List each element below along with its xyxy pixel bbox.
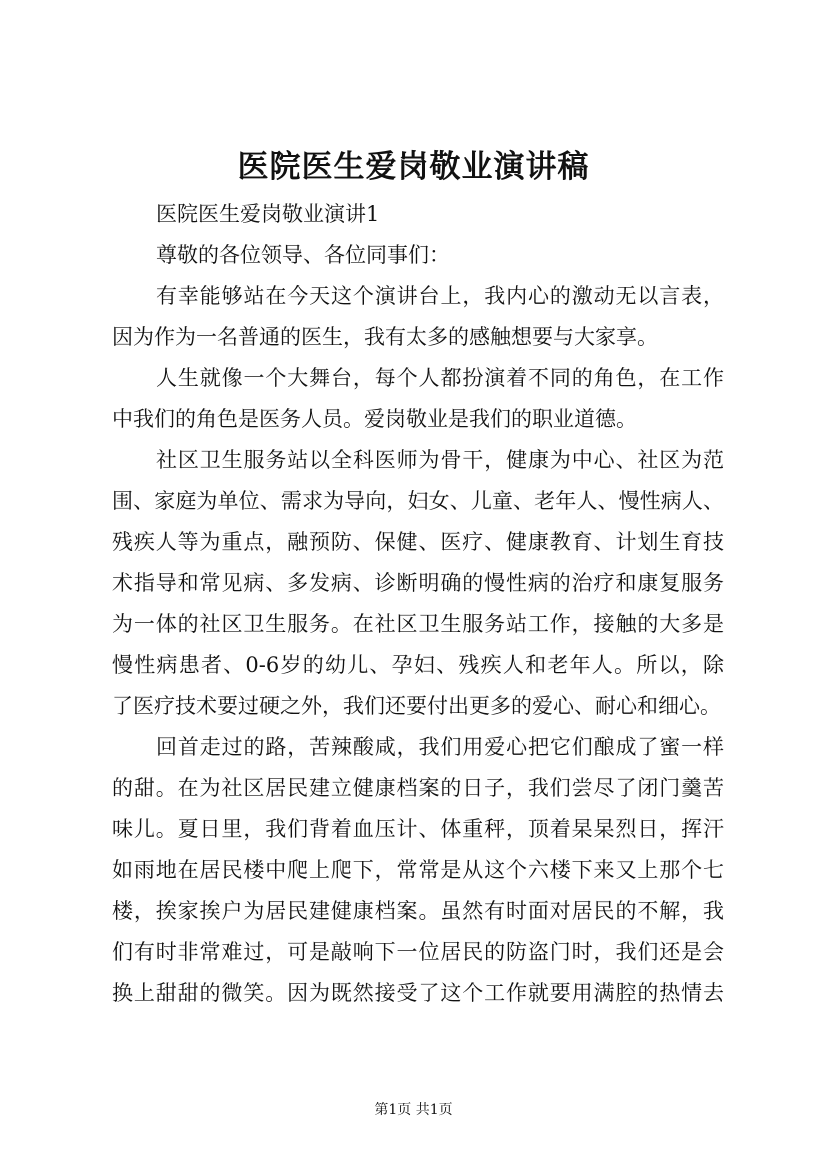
paragraph-line: 味儿。夏日里，我们背着血压计、体重秤，顶着杲杲烈日，挥汗 [112, 817, 724, 841]
paragraph-line: 人生就像一个大舞台，每个人都扮演着不同的角色，在工作 [156, 366, 724, 390]
paragraph-line: 楼，挨家挨户为居民建健康档案。虽然有时面对居民的不解，我 [112, 899, 724, 923]
subtitle-line: 医院医生爱岗敬业演讲1 [156, 202, 380, 226]
paragraph-line: 们有时非常难过，可是敲响下一位居民的防盗门时，我们还是会 [112, 940, 724, 964]
page-number-footer: 第1页 共1页 [374, 1102, 453, 1118]
paragraph-line: 因为作为一名普通的医生，我有太多的感触想要与大家享。 [112, 325, 658, 349]
paragraph-line: 有幸能够站在今天这个演讲台上，我内心的激动无以言表， [156, 284, 724, 308]
paragraph-line: 为一体的社区卫生服务。在社区卫生服务站工作，接触的大多是 [112, 612, 724, 636]
paragraph-line: 社区卫生服务站以全科医师为骨干，健康为中心、社区为范 [156, 448, 724, 472]
paragraph-line: 术指导和常见病、多发病、诊断明确的慢性病的治疗和康复服务 [112, 571, 724, 595]
paragraph-line: 残疾人等为重点，融预防、保健、医疗、健康教育、计划生育技 [112, 530, 724, 554]
paragraph-line: 回首走过的路，苦辣酸咸，我们用爱心把它们酿成了蜜一样 [156, 735, 724, 759]
document-body [112, 194, 724, 1014]
paragraph-line: 换上甜甜的微笑。因为既然接受了这个工作就要用满腔的热情去 [112, 981, 724, 1005]
paragraph-line: 慢性病患者、0-6岁的幼儿、孕妇、残疾人和老年人。所以，除 [112, 653, 724, 677]
paragraph-line: 围、家庭为单位、需求为导向，妇女、儿童、老年人、慢性病人、 [112, 489, 724, 513]
document-title: 医院医生爱岗敬业演讲稿 [237, 149, 590, 185]
paragraph-line: 中我们的角色是医务人员。爱岗敬业是我们的职业道德。 [112, 407, 637, 431]
paragraph-line: 的甜。在为社区居民建立健康档案的日子，我们尝尽了闭门羹苦 [112, 776, 724, 800]
salutation-line: 尊敬的各位领导、各位同事们： [156, 243, 450, 267]
paragraph-line: 了医疗技术要过硬之外，我们还要付出更多的爱心、耐心和细心。 [112, 694, 721, 718]
paragraph-line: 如雨地在居民楼中爬上爬下，常常是从这个六楼下来又上那个七 [112, 858, 724, 882]
